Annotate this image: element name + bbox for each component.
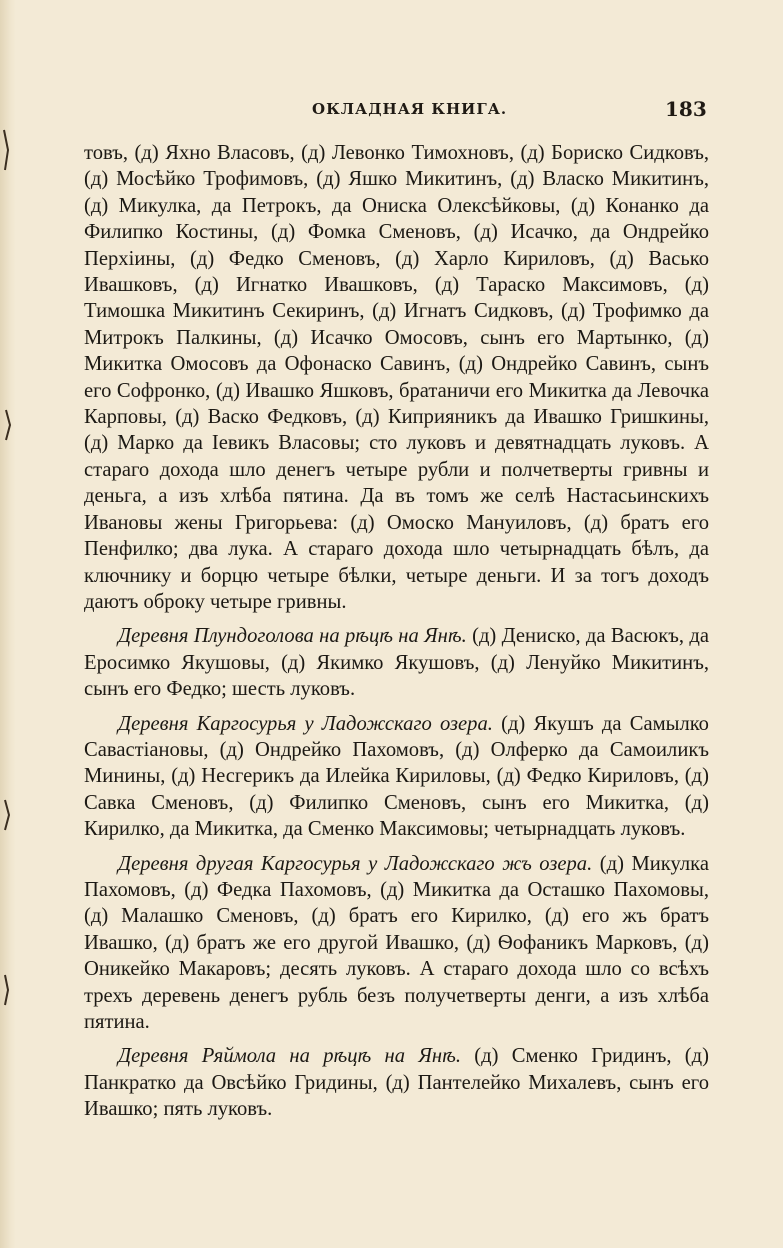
- paragraph-text: (д) Микулка Пахомовъ, (д) Федка Пахомовъ, (д) Микитка да Осташко Пахомовы, (д) Малашко Сменовъ, (д) братъ его Кирилко, (д) его жъ братъ Ивашко, (д) братъ же его другой Ивашко, (д) Ѳофаникъ Марковъ, (д) Оникейко Макаровъ; десять луковъ. А стараго дохода шло со всѣхъ трехъ деревень денегъ рубль безъ получетверты денги, а изъ хлѣба пятина.: [84, 852, 709, 1033]
- village-heading: Деревня Каргосурья у Ладожскаго озера.: [118, 712, 493, 735]
- running-head: ОКЛАДНАЯ КНИГА.: [312, 100, 508, 118]
- paragraph: [84, 851, 709, 1036]
- village-heading: Деревня другая Каргосурья у Ладожскаго жъ озера.: [118, 852, 593, 875]
- paragraph: [84, 1043, 709, 1122]
- paragraph: [84, 711, 709, 843]
- paragraph-text: (д) Дениско, да Васюкъ, да Еросимко Якушовы, (д) Якимко Якушовъ, (д) Ленуйко Микитинъ, сынъ его Федко; шесть луковъ.: [84, 625, 709, 701]
- paragraph-text: (д) Сменко Гридинъ, (д) Панкратко да Овсѣйко Гридины, (д) Пантелейко Михалевъ, сынъ его Ивашко; пять луковъ.: [84, 1045, 709, 1121]
- paragraph-text: товъ, (д) Яхно Власовъ, (д) Левонко Тимохновъ, (д) Бориско Сидковъ, (д) Мосѣйко Трофимовъ, (д) Яшко Микитинъ, (д) Власко Микитинъ, (д) Микулка, да Петрокъ, да Ониска Олексѣйковы, (д) Конанко да Филипко Костины, (д) Фомка Сменовъ, (д) Исачко, да Ондрейко Перхіины, (д) Федко Сменовъ, (д) Харло Кириловъ, (д) Васько Ивашковъ, (д) Игнатко Ивашковъ, (д) Тараско Максимовъ, (д) Тимошка Микитинъ Секиринъ, (д) Игнатъ Сидковъ, (д) Трофимко да Митрокъ Палкины, (д) Исачко Омосовъ, сынъ его Мартынко, (д) Микитка Омосовъ да Офонаско Савинъ, (д) Ондрейко Савинъ, сынъ его Софронко, (д) Ивашко Яшковъ, братаничи его Микитка да Левочка Карповы, (д) Васко Федковъ, (д) Киприяникъ да Ивашко Гришкины, (д) Марко да Іевикъ Власовы; сто луковъ и девятнадцать луковъ. А стараго дохода шло денегъ четыре рубли и полчетверты гривны и деньга, а изъ хлѣба пятина. Да въ томъ же селѣ Настасьинскихъ Ивановы жены Григорьева: (д) Омоско Мануиловъ, (д) братъ его Пенфилко; два лука. А стараго дохода шло четырнадцать бѣлъ, да ключнику и борцю четыре бѣлки, четыре деньги. И за тогъ доходъ даютъ оброку четыре гривны.: [84, 142, 709, 613]
- page-number: 183: [665, 97, 707, 121]
- village-heading: Деревня Плундоголова на рѣцѣ на Янѣ.: [118, 625, 467, 648]
- body-text: [84, 140, 709, 1131]
- village-heading: Деревня Ряймола на рѣцѣ на Янѣ.: [118, 1045, 461, 1068]
- margin-marks: [0, 0, 20, 1248]
- paragraph: [84, 623, 709, 702]
- paragraph: [84, 140, 709, 615]
- paragraph-text: (д) Якушъ да Самылко Савастіановы, (д) Ондрейко Пахомовъ, (д) Олферко да Самоиликъ Минины, (д) Несгерикъ да Илейка Кириловы, (д) Федко Кириловъ, (д) Савка Сменовъ, (д) Филипко Сменовъ, сынъ его Микитка, (д) Кирилко, да Микитка, да Сменко Максимовы; четырнадцать луковъ.: [84, 712, 709, 841]
